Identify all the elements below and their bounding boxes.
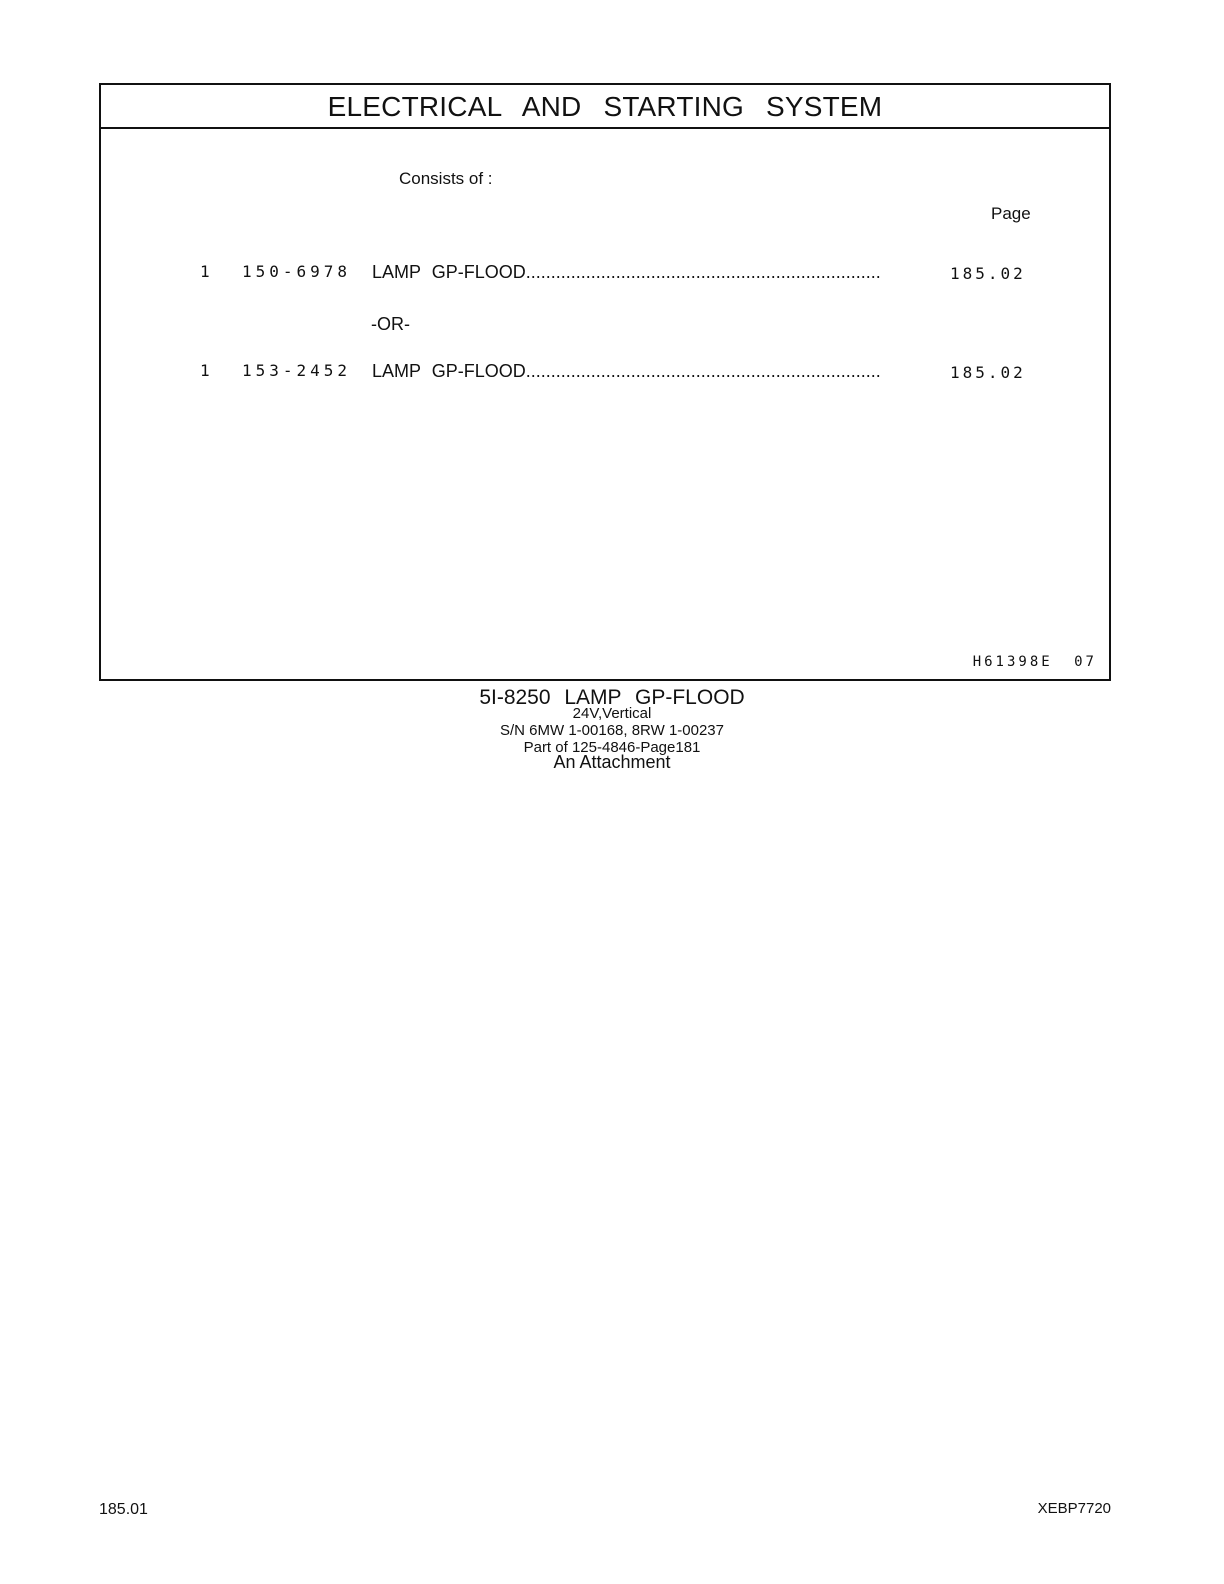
item-quantity: 1: [200, 361, 210, 380]
parts-list-item: [101, 361, 1109, 385]
caption-part-of: Part of 125-4846-Page181: [523, 739, 701, 756]
section-title: ELECTRICAL AND STARTING SYSTEM: [101, 85, 1109, 129]
item-quantity: 1: [200, 262, 210, 281]
item-description: LAMP GP-FLOOD.......................................................................: [372, 361, 881, 381]
parts-frame: [99, 83, 1111, 681]
item-page-ref: 185.02: [950, 264, 1026, 283]
consists-of-label: Consists of :: [399, 169, 493, 188]
item-part-number: 153-2452: [242, 361, 352, 380]
item-part-number: 150-6978: [242, 262, 352, 281]
caption-title: 5I-8250 LAMP GP-FLOOD: [479, 686, 745, 709]
parts-list-item: [101, 262, 1109, 286]
illustration-reference: H61398E 07: [972, 654, 1097, 670]
or-separator: -OR-: [371, 314, 410, 334]
footer-doc-code: XEBP7720: [1037, 1500, 1111, 1517]
footer-page-number: 185.01: [99, 1501, 148, 1518]
item-page-ref: 185.02: [950, 363, 1026, 382]
page-column-header: Page: [991, 204, 1031, 223]
caption-attachment: An Attachment: [553, 752, 671, 772]
caption-serial-numbers: S/N 6MW 1-00168, 8RW 1-00237: [500, 722, 724, 739]
caption-spec: 24V,Vertical: [572, 705, 652, 722]
item-description: LAMP GP-FLOOD.......................................................................: [372, 262, 881, 282]
